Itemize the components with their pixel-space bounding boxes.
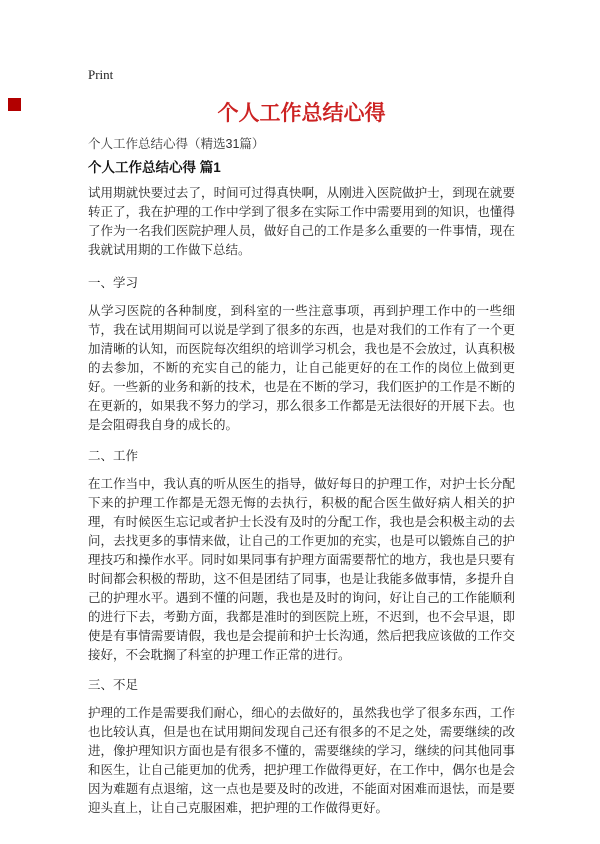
page-title: 个人工作总结心得: [217, 102, 386, 125]
section-paragraph-work: 在工作当中，我认真的听从医生的指导，做好每日的护理工作，对护士长分配下来的护理工作都是无怨无悔的去执行，积极的配合医生做好病人相关的护理，有时候医生忘记或者护士长没有及时的分配工作，我也是会积极主动的去问，去找更多的事情来做，让自己的工作更加的充实，也是可以锻炼自己的护理技巧和操作水平。同时如果同事有护理方面需要帮忙的地方，我也是只要有时间都会积极的帮助，这不但是团结了同事，也是让我能多做事情，多提升自己的护理水平。遇到不懂的问题，我也是及时的询问，好让自己的工作能顺利的进行下去，考勤方面，我都是准时的到医院上班，不迟到，也不会早退，即使是有事情需要请假，我也是会提前和护士长沟通，然后把我应该做的工作交接好，不会耽搁了科室的护理工作正常的进行。: [88, 477, 515, 662]
chapter-heading: 个人工作总结心得 篇1: [88, 160, 221, 175]
section-heading-study: 一、学习: [88, 276, 139, 290]
section-paragraph-study: 从学习医院的各种制度，到科室的一些注意事项，再到护理工作中的一些细节，我在试用期间可以说是学到了很多的东西，也是对我们的工作有了一个更加清晰的认知，而医院每次组织的培训学习机会，我也是不会放过，认真积极的去参加，不断的充实自己的能力，让自己能更好的在工作的岗位上做到更好。一些新的业务和新的技术，也是在不断的学习，我们医护的工作是不断的在更新的，如果我不努力的学习，那么很多工作都是无法很好的开展下去。也是会阻碍我自身的成长的。: [88, 304, 515, 432]
section-paragraph-shortcomings: 护理的工作是需要我们耐心，细心的去做好的，虽然我也学了很多东西，工作也比较认真，但是也在试用期间发现自己还有很多的不足之处，需要继续的改进，像护理知识方面也是有很多不懂的，需要继续的学习，继续的问其他同事和医生，让自己能更加的优秀，把护理工作做得更好，在工作中，偶尔也是会因为难题有点退缩，这一点也是要及时的改进，不能面对困难而退怯，而是要迎头直上，让自己克服困难，把护理的工作做得更好。: [88, 706, 515, 815]
intro-paragraph: 试用期就快要过去了，时间可过得真快啊，从刚进入医院做护士，到现在就要转正了，我在护理的工作中学到了很多在实际工作中需要用到的知识，也懂得了作为一名我们医院护理人员，做好自己的工作是多么重要的一件事情，现在我就试用期的工作做下总结。: [88, 186, 515, 257]
doc-subtitle: 个人工作总结心得（精选31篇）: [88, 137, 265, 151]
section-heading-work: 二、工作: [88, 449, 139, 463]
document-page: [0, 68, 600, 818]
article-content: [88, 68, 515, 818]
red-square-icon: [8, 98, 21, 111]
section-heading-shortcomings: 三、不足: [88, 678, 139, 692]
print-button[interactable]: Print: [88, 67, 114, 82]
